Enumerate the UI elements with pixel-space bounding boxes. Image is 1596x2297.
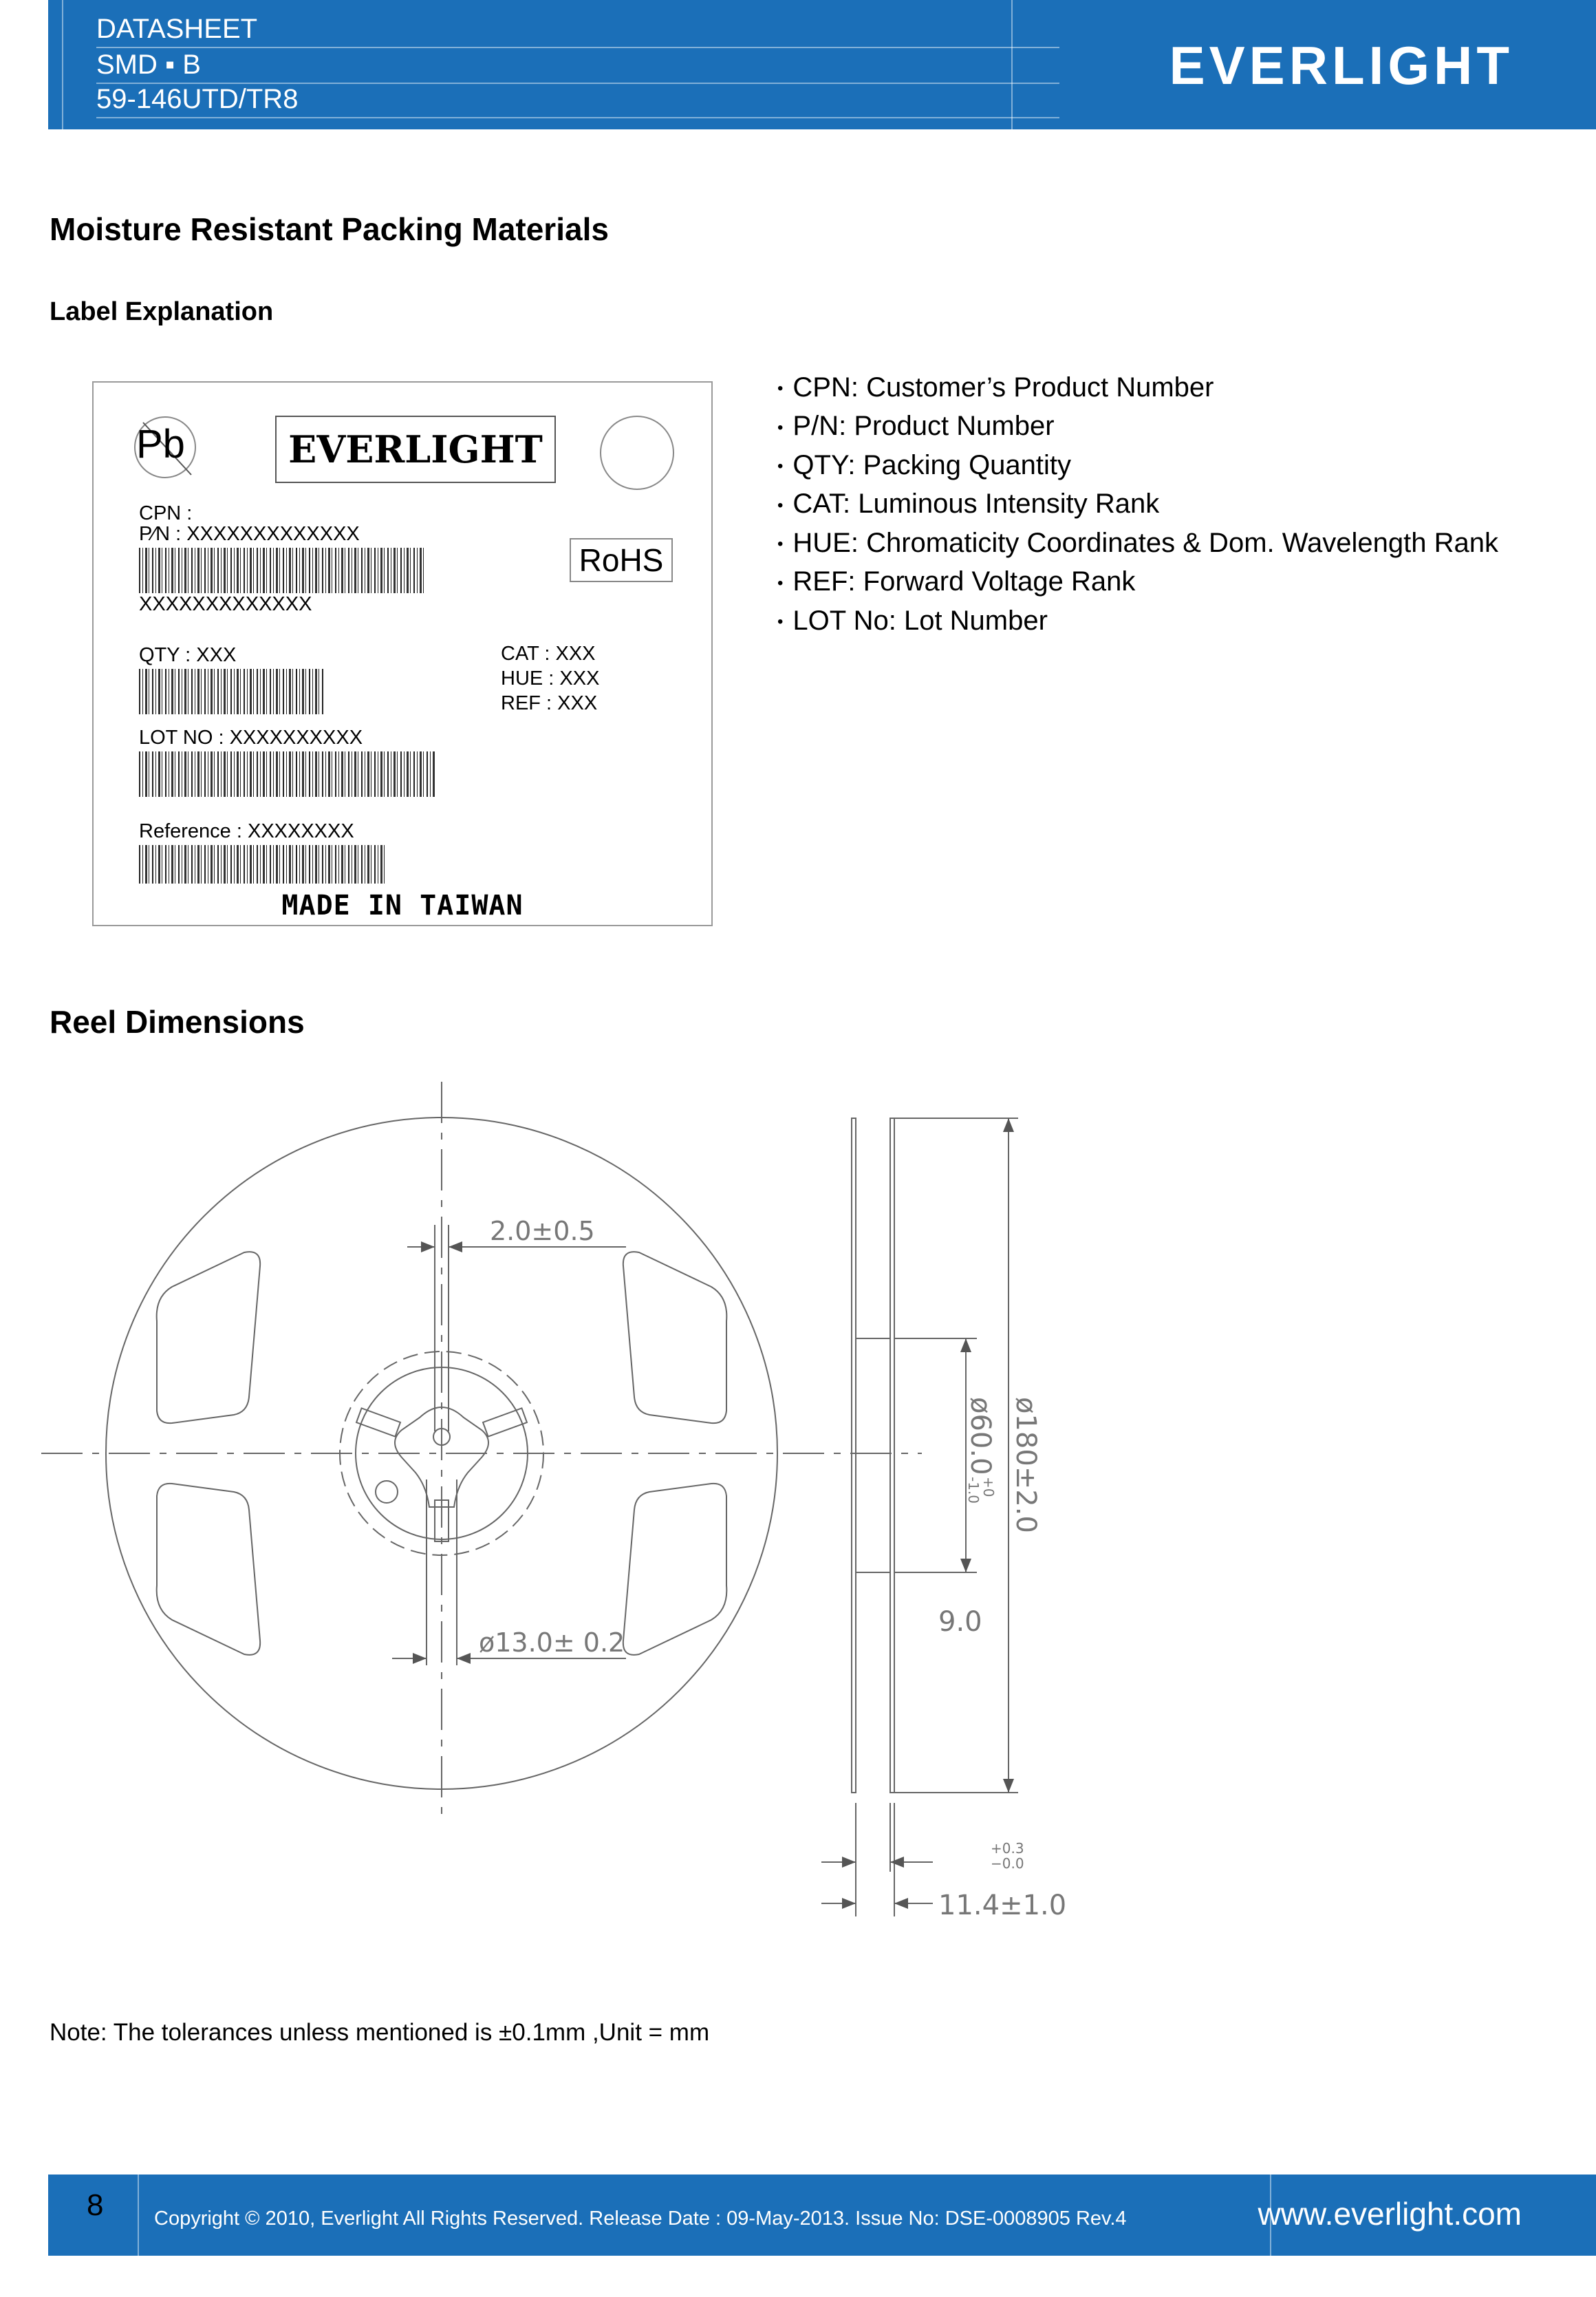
made-in-text: MADE IN TAIWAN [281, 890, 524, 921]
doc-type: DATASHEET [96, 14, 258, 44]
product-series: SMD ▪ B [96, 50, 201, 80]
website-link[interactable]: www.everlight.com [1258, 2196, 1522, 2232]
dim-60-tol-minus: -1.0 [965, 1477, 982, 1504]
legend-item: • REF: Forward Voltage Rank [777, 566, 1136, 597]
sample-label [92, 381, 713, 926]
dim-9-tol-plus: +0.3 [991, 1840, 1024, 1857]
legend-item: • CPN: Customer’s Product Number [777, 372, 1214, 403]
reel-window [623, 1484, 726, 1655]
copyright-text: Copyright © 2010, Everlight All Rights Reserved. Release Date : 09-May-2013. Issue No: DSE-0008905 Rev.4 [154, 2208, 1127, 2230]
reel-side-flange [852, 1118, 856, 1793]
reel-window [157, 1252, 260, 1423]
label-lot: LOT NO : XXXXXXXXXX [139, 727, 363, 749]
legend-item: • P/N: Product Number [777, 411, 1055, 442]
legend-item: • CAT: Luminous Intensity Rank [777, 489, 1160, 520]
pb-free-mark [133, 416, 195, 478]
page-number: 8 [87, 2188, 104, 2222]
dim-slot-label: 2.0±0.5 [490, 1216, 595, 1246]
label-legend [777, 369, 1498, 641]
label-explanation-heading: Label Explanation [50, 297, 274, 326]
page-footer [48, 2175, 1596, 2256]
dim-60-tol-plus: +0 [980, 1477, 997, 1497]
label-qty: QTY : XXX [139, 644, 237, 666]
reel-window [157, 1484, 260, 1655]
footer-divider [138, 2175, 139, 2256]
header-divider [96, 47, 1059, 48]
reel-side-flange [890, 1118, 894, 1793]
page-header [48, 0, 1596, 129]
reel-window [623, 1252, 726, 1423]
tolerance-note: Note: The tolerances unless mentioned is ±0.1mm ,Unit = mm [50, 2019, 710, 2046]
label-hue: HUE : XXX [501, 667, 600, 690]
reel-dimensions-heading: Reel Dimensions [50, 1004, 305, 1040]
header-divider [1011, 0, 1013, 129]
legend-item: • HUE: Chromaticity Coordinates & Dom. Wavelength Rank [777, 527, 1498, 558]
barcode-reference [139, 845, 385, 884]
barcode-pn [139, 548, 424, 593]
dim-hub-label: ø13.0± 0.2 [479, 1627, 625, 1658]
reel-hub-slot [356, 1408, 400, 1436]
dim-9-tol-minus: −0.0 [991, 1855, 1024, 1872]
label-pn-value: XXXXXXXXXXXXX [139, 593, 312, 615]
label-pn: P⁄N : XXXXXXXXXXXXX [139, 523, 360, 545]
brand-logo: EVERLIGHT [1169, 35, 1513, 96]
reel-drawing [0, 1060, 1596, 1927]
legend-item: • LOT No: Lot Number [777, 605, 1048, 636]
reel-hub-hole [376, 1481, 398, 1503]
label-circle-mark [600, 416, 674, 490]
legend-item: • QTY: Packing Quantity [777, 449, 1072, 480]
dim-180-label: ø180±2.0 [1010, 1397, 1042, 1533]
label-ref: REF : XXX [501, 692, 598, 714]
label-brand: EVERLIGHT [275, 416, 556, 483]
dim-60-label: ø60.0 [964, 1397, 996, 1475]
label-cat: CAT : XXX [501, 643, 596, 665]
dim-11-label: 11.4±1.0 [938, 1890, 1067, 1921]
header-divider [96, 117, 1059, 118]
section-title: Moisture Resistant Packing Materials [50, 211, 609, 247]
header-divider [62, 0, 63, 129]
dim-9-label: 9.0 [938, 1606, 982, 1638]
label-cpn: CPN : [139, 502, 193, 524]
rohs-mark: RoHS [570, 538, 673, 582]
part-number: 59-146UTD/TR8 [96, 84, 299, 114]
reel-hub-slot [483, 1408, 527, 1436]
label-reference: Reference : XXXXXXXX [139, 820, 354, 842]
barcode-lot [139, 751, 435, 797]
pb-text: Pb [136, 422, 185, 467]
barcode-qty [139, 669, 323, 714]
